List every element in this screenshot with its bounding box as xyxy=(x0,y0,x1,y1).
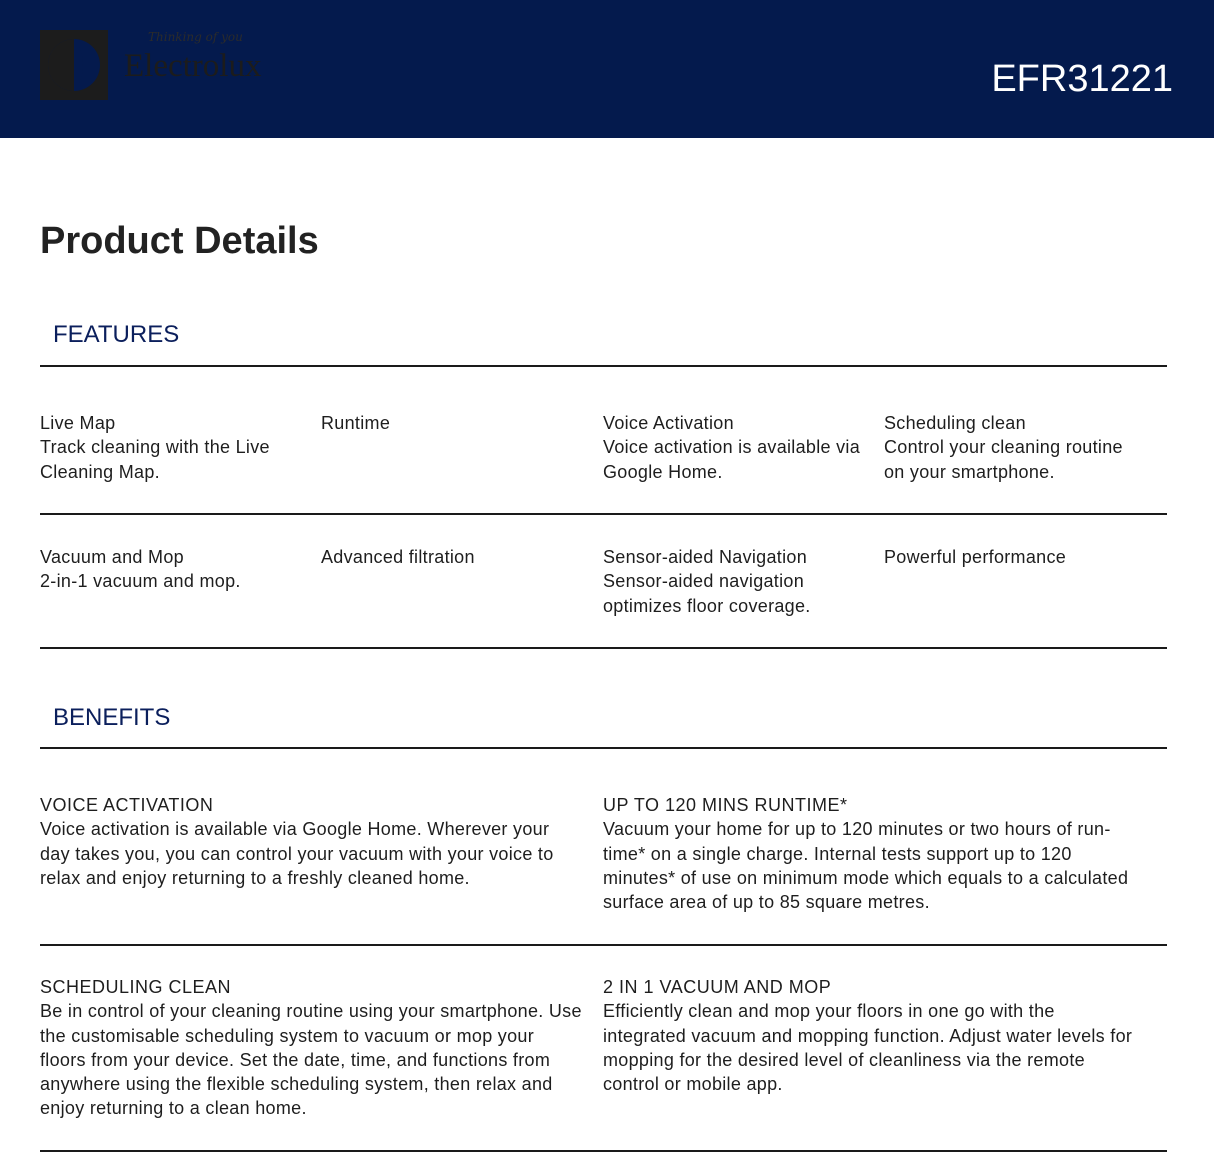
benefit-item xyxy=(603,793,1133,914)
divider xyxy=(40,365,1167,367)
feature-description: Voice activation is available via Google Home. xyxy=(603,437,861,482)
benefit-title: SCHEDULING CLEAN xyxy=(40,977,232,997)
feature-description: 2-in-1 vacuum and mop. xyxy=(40,571,241,592)
divider xyxy=(40,944,1167,946)
benefit-title: UP TO 120 MINS RUNTIME* xyxy=(603,795,848,815)
benefit-description: Vacuum your home for up to 120 minutes or two hours of run-time* on a single charge. Internal tests support up to 120 minutes* of use on minimum mode which equals to a calculated surface area of up to 85 square metres. xyxy=(603,819,1129,913)
page-title: Product Details xyxy=(40,220,319,262)
feature-item xyxy=(884,411,1144,484)
feature-title: Voice Activation xyxy=(603,413,734,433)
feature-item xyxy=(40,545,300,594)
benefits-heading: BENEFITS xyxy=(53,704,171,731)
benefit-item xyxy=(40,975,585,1121)
feature-item xyxy=(321,411,581,435)
divider xyxy=(40,513,1167,515)
feature-title: Scheduling clean xyxy=(884,413,1026,433)
brand-tagline: Thinking of you xyxy=(148,30,243,44)
feature-title: Runtime xyxy=(321,413,391,433)
features-heading: FEATURES xyxy=(53,321,180,348)
divider xyxy=(40,647,1167,649)
header-bar xyxy=(0,0,1214,138)
feature-item xyxy=(40,411,300,484)
feature-title: Powerful performance xyxy=(884,547,1067,567)
electrolux-logo-icon xyxy=(40,30,108,100)
feature-item xyxy=(321,545,581,569)
feature-item xyxy=(603,411,863,484)
benefit-title: VOICE ACTIVATION xyxy=(40,795,214,815)
feature-title: Live Map xyxy=(40,413,116,433)
feature-description: Sensor-aided navigation optimizes floor coverage. xyxy=(603,571,811,616)
benefit-item xyxy=(603,975,1143,1096)
brand-wordmark: Electrolux xyxy=(124,48,262,84)
feature-item xyxy=(884,545,1144,569)
feature-description: Track cleaning with the Live Cleaning Map. xyxy=(40,437,270,482)
benefit-title: 2 IN 1 VACUUM AND MOP xyxy=(603,977,832,997)
feature-item xyxy=(603,545,843,618)
feature-title: Advanced filtration xyxy=(321,547,475,567)
benefit-description: Voice activation is available via Google Home. Wherever your day takes you, you can control your vacuum with your voice to relax and enjoy returning to a freshly cleaned home. xyxy=(40,819,554,888)
feature-title: Vacuum and Mop xyxy=(40,547,184,567)
divider xyxy=(40,1150,1167,1152)
model-number: EFR31221 xyxy=(991,58,1173,100)
feature-title: Sensor-aided Navigation xyxy=(603,547,808,567)
benefit-description: Be in control of your cleaning routine using your smartphone. Use the customisable scheduling system to vacuum or mop your floors from your device. Set the date, time, and functions from anywhere using the flexible scheduling system, then relax and enjoy returning to a clean home. xyxy=(40,1001,582,1119)
divider xyxy=(40,747,1167,749)
benefit-description: Efficiently clean and mop your floors in one go with the integrated vacuum and mopping function. Adjust water levels for mopping for the desired level of cleanliness via the remote control or mobile app. xyxy=(603,1001,1133,1095)
benefit-item xyxy=(40,793,580,890)
brand-logo xyxy=(40,30,280,102)
feature-description: Control your cleaning routine on your smartphone. xyxy=(884,437,1123,482)
